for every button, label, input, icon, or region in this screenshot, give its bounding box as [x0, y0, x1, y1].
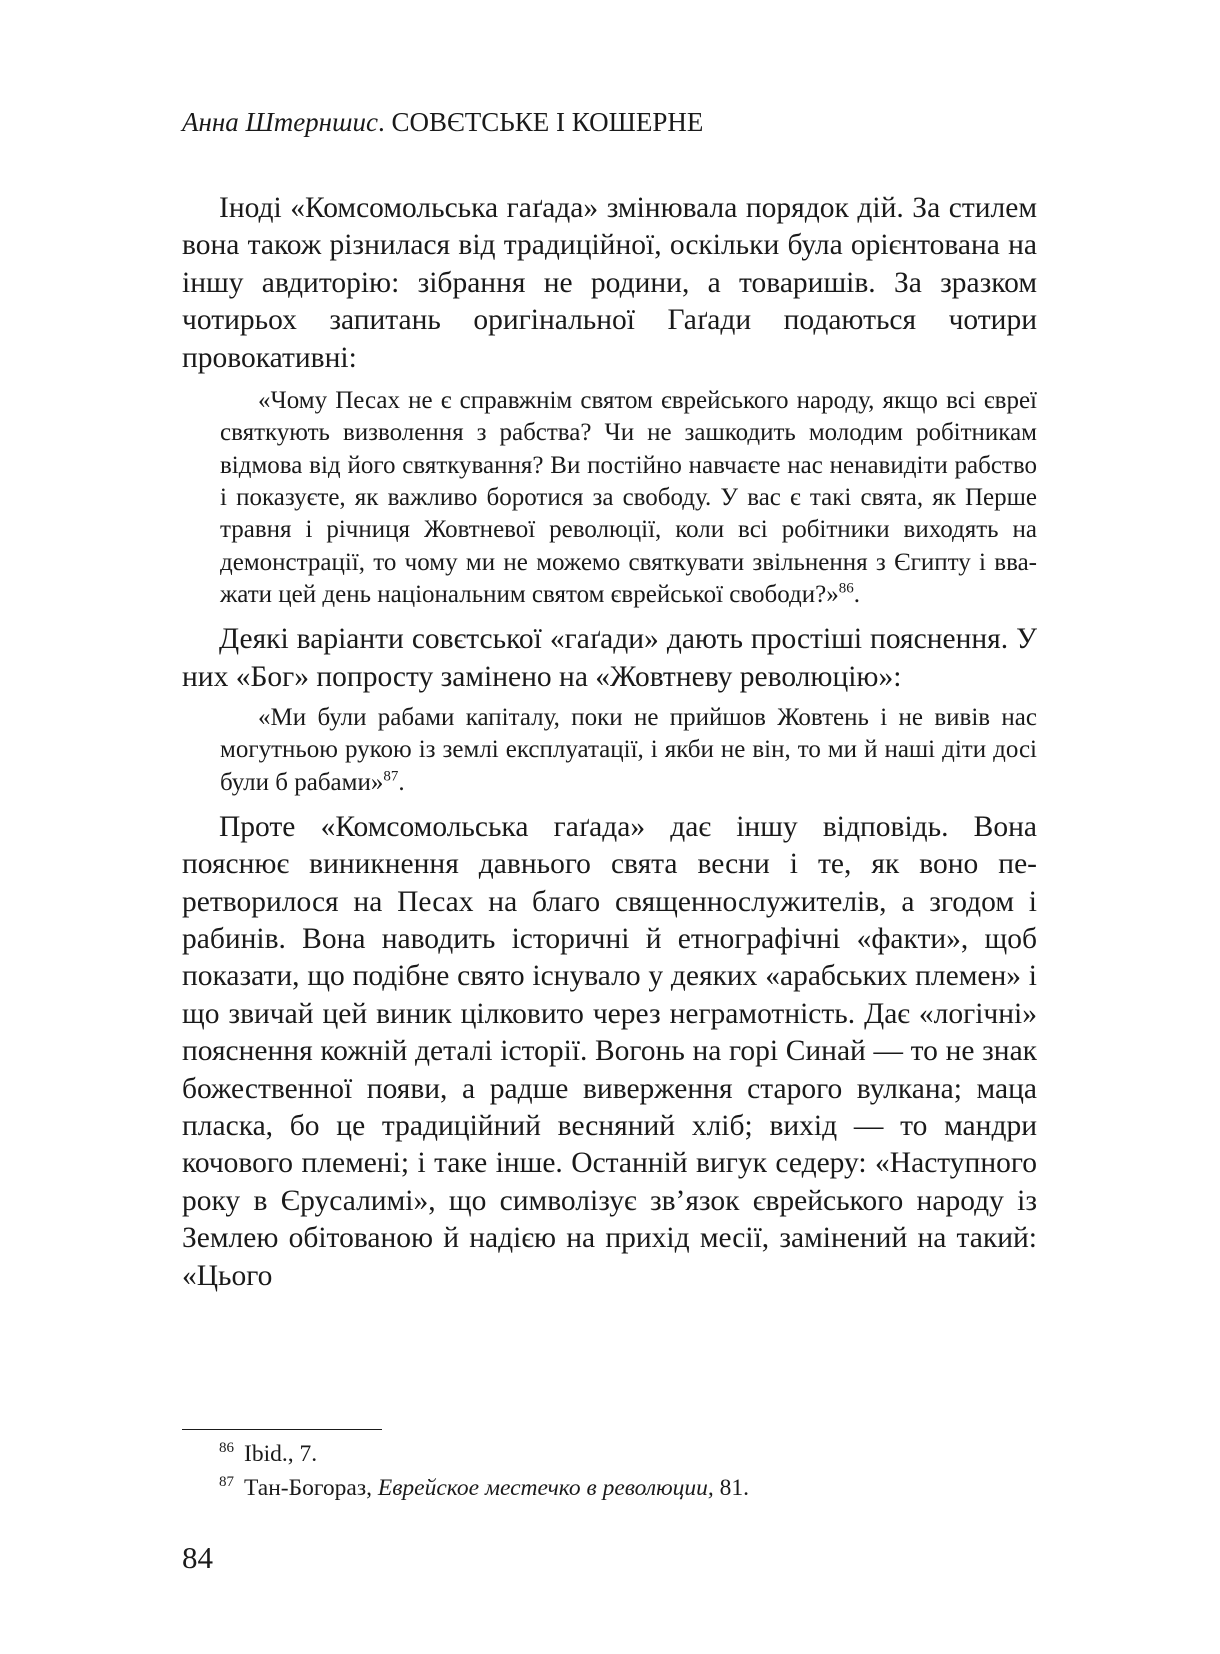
header-title: СОВЄТСЬКЕ І КОШЕРНЕ	[391, 107, 704, 137]
footnote-ref-86[interactable]: 86	[838, 580, 854, 597]
running-header	[182, 104, 703, 140]
footnote-number: 87	[219, 1474, 234, 1491]
footnote-author: Тан-Богораз,	[244, 1475, 378, 1501]
footnote-pages: 81.	[713, 1475, 750, 1501]
paragraph-3: Проте «Комсомольська гаґада» дає іншу відповідь. Вона пояснює виникнення давнього свята весни і те, як воно перетворилося на Песах на благо священнослужителів, а згодом і рабинів. Вона наводить історичні й етнографічні «факти», щоб показати, що подібне свято існувало у деяких «арабських племен» і що звичай цей виник цілковито через неграмотність. Дає «логічні» пояснення кожній деталі історії. Вогонь на горі Синай — то не знак божественної появи, а радше виверження старого вулкана; маца пласка, бо це традиційний весняний хліб; вихід — то мандри кочового племені; і таке інше. Останній вигук седеру: «Наступного року в Єрусалимі», що символізує зв’язок єврейського народу із Землею обітованою й надією на прихід месії, замінений на такий: «Цього	[182, 810, 1037, 1292]
footnote-ref-87[interactable]: 87	[383, 768, 399, 785]
quote-2-text: «Ми були рабами капіталу, поки не прийшов Жовтень і не вивів нас могутньою рукою із землі експлуатації, і якби не він, то ми й наші діти досі були б рабами»	[220, 703, 1037, 796]
block-quote-1	[220, 385, 1037, 611]
quote-1-end: .	[853, 580, 860, 608]
footnote-text: Ibid., 7.	[244, 1441, 318, 1467]
header-author: Анна Штерншис	[182, 107, 378, 137]
footnote-86	[219, 1437, 1019, 1471]
paragraph-2: Деякі варіанти совєтської «гаґади» дають простіші пояснення. У них «Бог» попросту замінено на «Жовтневу революцію»:	[182, 623, 1037, 693]
footnote-number: 86	[219, 1440, 234, 1457]
page-number: 84	[182, 1540, 213, 1575]
block-quote-2	[220, 702, 1037, 799]
main-text	[182, 190, 1037, 1295]
footnotes	[219, 1437, 1019, 1505]
footnote-book-title: Еврейское местечко в революции,	[377, 1475, 714, 1501]
paragraph-1: Іноді «Комсомольська гаґада» змінювала порядок дій. За стилем вона також різнилася від традиційної, оскільки була орієнтована на іншу авдиторію: зібрання не родини, а товаришів. За зразком чотирьох запитань оригінальної Гаґади подаються чотири провокативні:	[182, 192, 1037, 374]
header-separator: .	[377, 107, 392, 137]
quote-2-end: .	[398, 768, 405, 796]
footnote-divider	[182, 1429, 382, 1430]
footnote-87	[219, 1471, 1019, 1505]
quote-1-text: «Чому Песах не є справжнім святом єврейського народу, якщо всі євреї святкують визволення з рабства? Чи не зашкодить молодим робітникам відмова від його святкування? Ви постійно навчаєте нас ненавидіти рабство і показуєте, як важливо боротися за свободу. У вас є такі свята, як Перше травня і річниця Жовтневої революції, коли всі робітники виходять на демонстрації, то чому ми не можемо святкувати звільнення з Єгипту і вважати цей день національним святом єврейської свободи?»	[220, 387, 1037, 608]
